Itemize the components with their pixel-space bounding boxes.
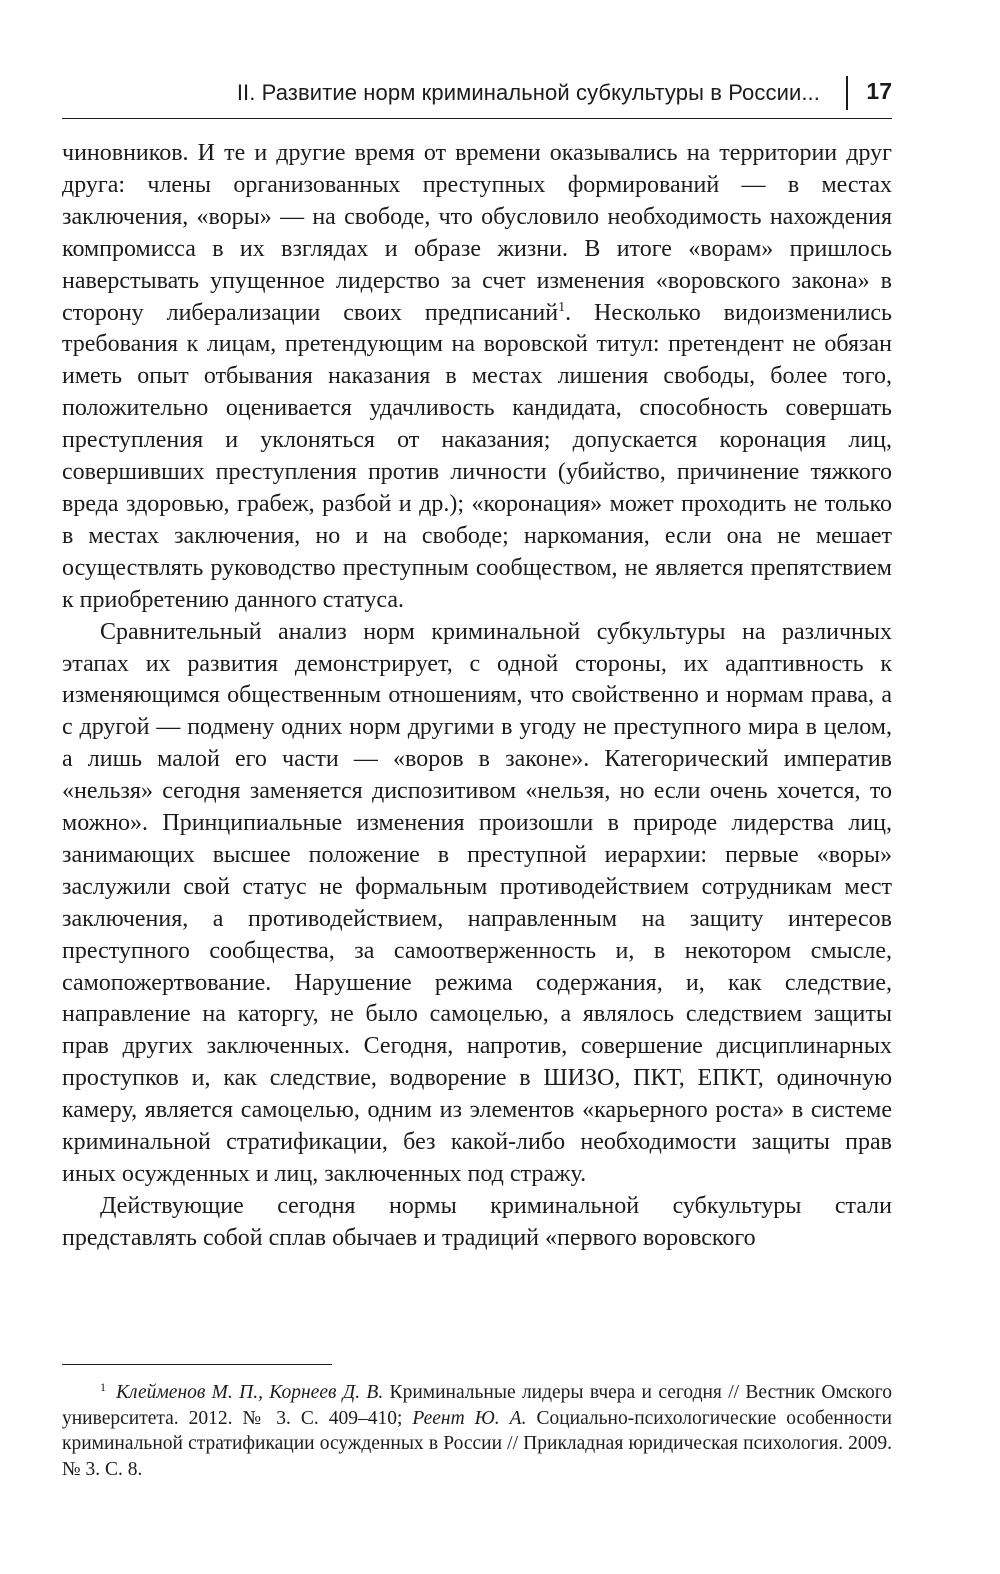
paragraph-continued bbox=[62, 138, 892, 617]
footnote-text: Криминальные лидеры вчера и сегодня // Вестник Омского университета. 2012. № 3. С. 409–410; bbox=[62, 1382, 892, 1429]
paragraph-text: . Несколько видоизменились требования к лицам, претендующим на воровской титул: претендент не обязан иметь опыт отбывания наказания в местах лишения свободы, более того, положительно оценивается удачливость кандидата, способность совершать преступления и уклоняться от наказания; допускается коронация лиц, совершивших преступления против личности (убийство, причинение тяжкого вреда здоровью, грабеж, разбой и др.); «коронация» может проходить не только в местах заключения, но и на свободе; наркомания, если она не мешает осуществлять руководство преступным сообществом, не является препятствием к приобретению данного статуса. bbox=[62, 299, 892, 613]
footnote-rule bbox=[62, 1364, 332, 1365]
running-header-title: II. Развитие норм криминальной субкультуры в России... bbox=[236, 80, 820, 105]
paragraph-text: чиновников. И те и другие время от времени оказывались на территории друг друга: члены организованных преступных формирований — в местах заключения, «воры» — на свободе, что обусловило необходимость нахождения компромисса в их взглядах и образе жизни. В итоге «ворам» пришлось наверстывать упущенное лидерство за счет изменения «воровского закона» в сторону либерализации своих предписаний bbox=[62, 140, 892, 326]
header-rule bbox=[62, 118, 892, 119]
paragraph: Сравнительный анализ норм криминальной субкультуры на различных этапах их развития демонстрирует, с одной стороны, их адаптивность к изменяющимся общественным отношениям, что свойственно и нормам права, а с другой — подмену одних норм другими в угоду не преступного мира в целом, а лишь малой его части — «воров в законе». Категорический императив «нельзя» сегодня заменяется диспозитивом «нельзя, но если очень хочется, то можно». Принципиальные изменения произошли в природе лидерства лиц, занимающих высшее положение в преступной иерархии: первые «воры» заслужили свой статус не формальным противодействием сотрудникам мест заключения, а противодействием, направленным на защиту интересов преступного сообщества, за самоотверженность и, в некотором смысле, самопожертвование. Нарушение режима содержания, и, как следствие, направление на каторгу, не было самоцелью, а являлось следствием защиты прав других заключенных. Сегодня, напротив, совершение дисциплинарных проступков и, как следствие, водворение в ШИЗО, ПКТ, ЕПКТ, одиночную камеру, является самоцелью, одним из элементов «карьерного роста» в системе криминальной стратификации, без какой-либо необходимости защиты прав иных осужденных и лиц, заключенных под стражу. bbox=[62, 618, 892, 1187]
footnote-authors: Клейменов М. П., Корнеев Д. В. bbox=[116, 1382, 384, 1403]
footnote-mark: 1 bbox=[100, 1379, 106, 1394]
running-header bbox=[62, 70, 892, 120]
header-separator bbox=[846, 76, 848, 110]
footnote-author: Реент Ю. А. bbox=[412, 1407, 527, 1429]
main-text bbox=[62, 138, 892, 1255]
footnote bbox=[62, 1380, 892, 1482]
footnote-reference: 1 bbox=[558, 299, 566, 315]
paragraph: Действующие сегодня нормы криминальной субкультуры стали представлять собой сплав обычаев и традиций «первого воровского bbox=[62, 1192, 892, 1251]
page-number: 17 bbox=[866, 78, 892, 104]
footnote-text: Социально-психологические особенности криминальной стратификации осужденных в России // Прикладная юридическая психология. 2009. № 3. С. 8. bbox=[62, 1407, 892, 1480]
